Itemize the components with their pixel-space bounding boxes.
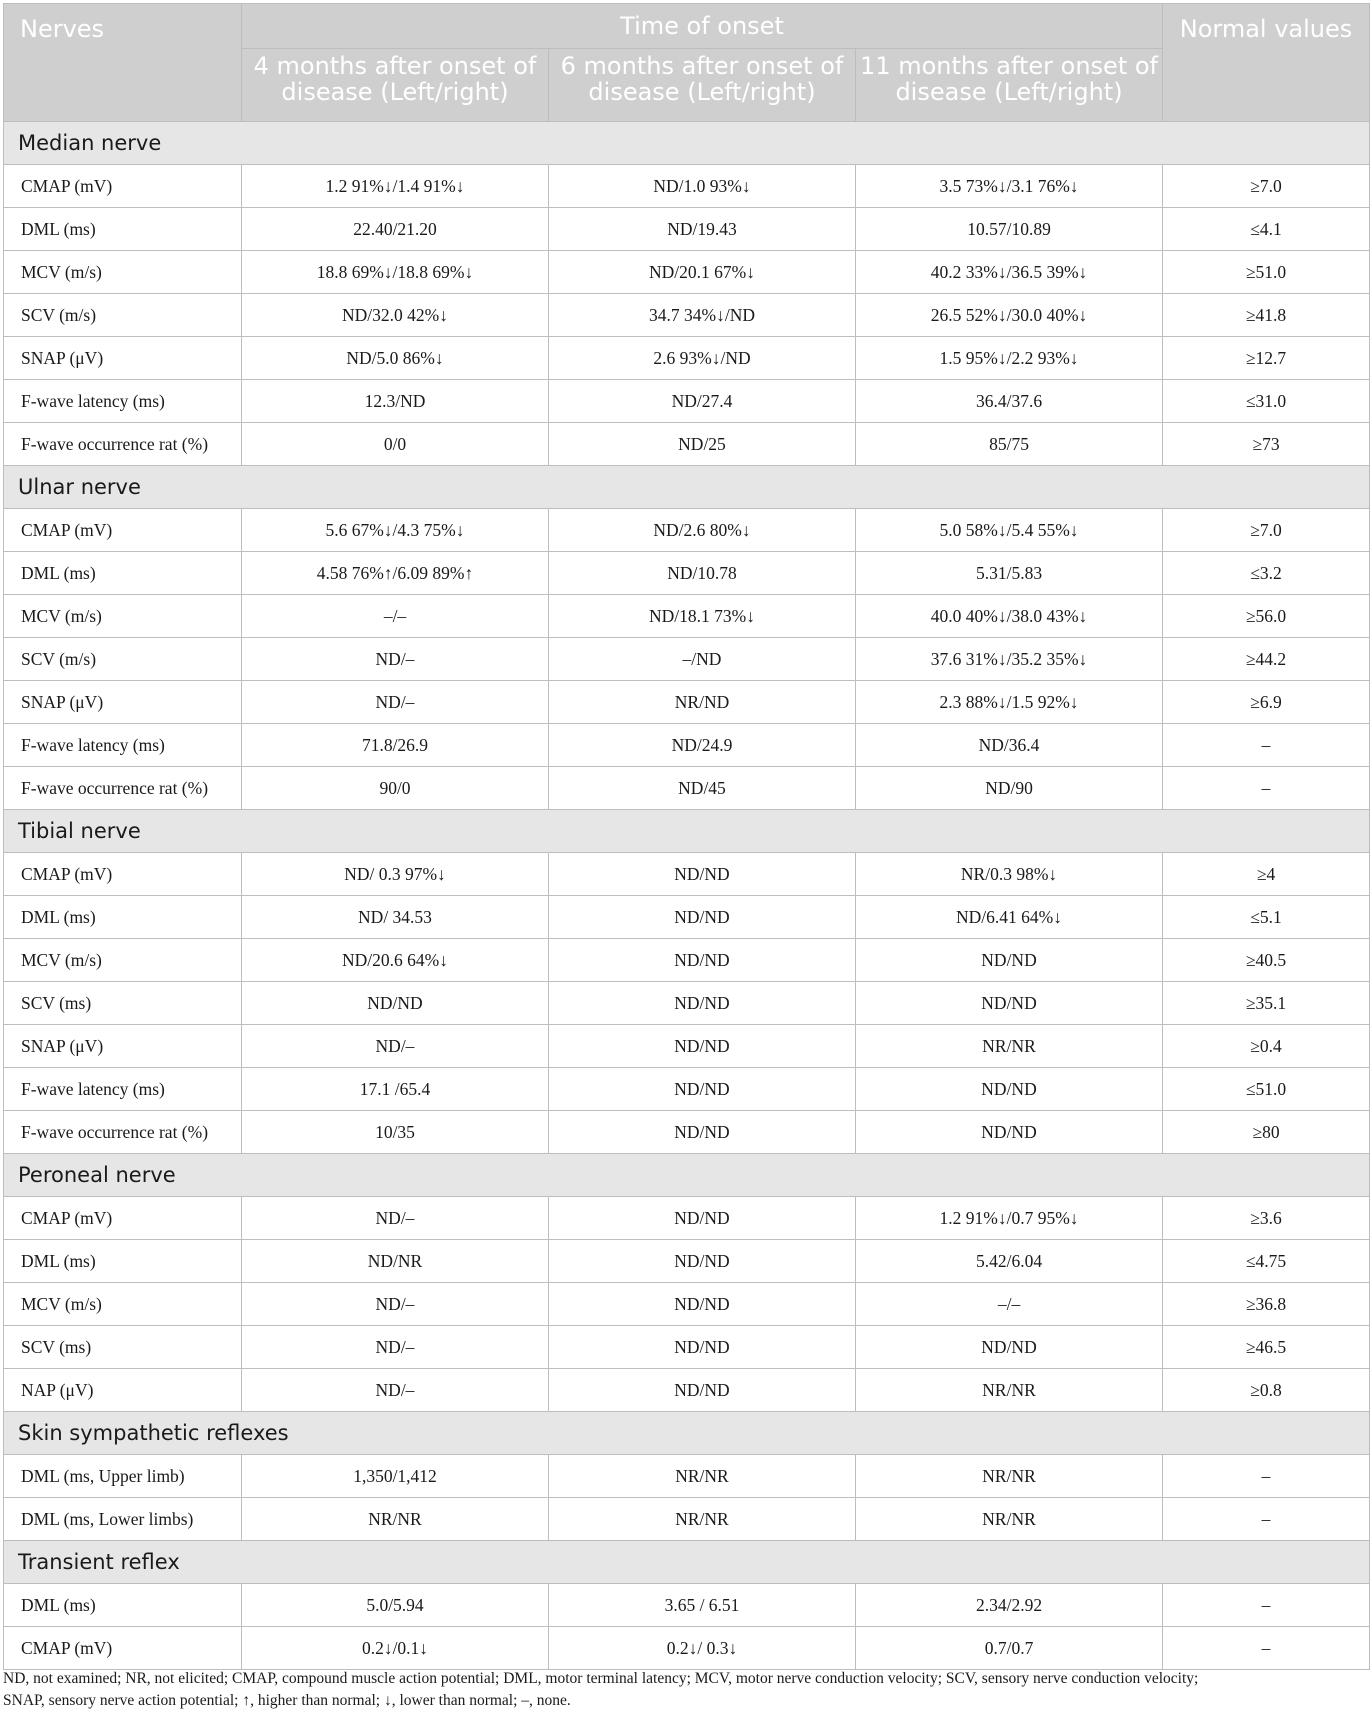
parameter-cell: SCV (m/s) xyxy=(4,638,242,681)
table-row xyxy=(4,294,1370,337)
normal-value-cell: – xyxy=(1163,1584,1370,1627)
table-row xyxy=(4,939,1370,982)
table-row xyxy=(4,767,1370,810)
value-6-months-cell: 3.65 / 6.51 xyxy=(549,1584,856,1627)
table-header xyxy=(4,4,1370,122)
table-row xyxy=(4,1068,1370,1111)
value-11-months-cell: ND/ND xyxy=(856,1111,1163,1154)
table-row xyxy=(4,1627,1370,1670)
value-6-months-cell: ND/ND xyxy=(549,1068,856,1111)
value-6-months-cell: ND/ND xyxy=(549,1111,856,1154)
value-6-months-cell: ND/ND xyxy=(549,853,856,896)
value-11-months-cell: ND/ND xyxy=(856,1068,1163,1111)
value-11-months-cell: NR/NR xyxy=(856,1498,1163,1541)
table-row xyxy=(4,1111,1370,1154)
table-row xyxy=(4,681,1370,724)
value-4-months-cell: 90/0 xyxy=(242,767,549,810)
value-11-months-cell: 37.6 31%↓/35.2 35%↓ xyxy=(856,638,1163,681)
table-footnote xyxy=(3,1668,1371,1712)
value-4-months-cell: 0.2↓/0.1↓ xyxy=(242,1627,549,1670)
value-4-months-cell: NR/NR xyxy=(242,1498,549,1541)
normal-value-cell: ≥51.0 xyxy=(1163,251,1370,294)
normal-value-cell: ≥80 xyxy=(1163,1111,1370,1154)
parameter-cell: CMAP (mV) xyxy=(4,1627,242,1670)
normal-value-cell: ≥44.2 xyxy=(1163,638,1370,681)
footnote-line-1: ND, not examined; NR, not elicited; CMAP, compound muscle action potential; DML, motor terminal latency; MCV, motor nerve conduction velocity; SCV, sensory nerve conduction velocity; xyxy=(3,1670,1199,1687)
table-row xyxy=(4,509,1370,552)
parameter-cell: SNAP (μV) xyxy=(4,337,242,380)
value-4-months-cell: ND/NR xyxy=(242,1240,549,1283)
value-6-months-cell: NR/NR xyxy=(549,1498,856,1541)
header-nerves: Nerves xyxy=(4,4,242,122)
normal-value-cell: ≥4 xyxy=(1163,853,1370,896)
header-4-months: 4 months after onset of disease (Left/right) xyxy=(242,49,549,122)
table-row xyxy=(4,1025,1370,1068)
value-4-months-cell: ND/– xyxy=(242,1283,549,1326)
value-4-months-cell: 71.8/26.9 xyxy=(242,724,549,767)
value-11-months-cell: 5.31/5.83 xyxy=(856,552,1163,595)
value-6-months-cell: ND/25 xyxy=(549,423,856,466)
parameter-cell: DML (ms) xyxy=(4,1584,242,1627)
table-row xyxy=(4,552,1370,595)
value-11-months-cell: ND/90 xyxy=(856,767,1163,810)
table-row xyxy=(4,423,1370,466)
footnote-line-2: SNAP, sensory nerve action potential; ↑, higher than normal; ↓, lower than normal; –, none. xyxy=(3,1692,571,1709)
section-row xyxy=(4,122,1370,165)
value-11-months-cell: –/– xyxy=(856,1283,1163,1326)
table-row xyxy=(4,165,1370,208)
parameter-cell: MCV (m/s) xyxy=(4,251,242,294)
header-normal-values: Normal values xyxy=(1163,4,1370,122)
value-6-months-cell: NR/NR xyxy=(549,1455,856,1498)
parameter-cell: F-wave occurrence rat (%) xyxy=(4,1111,242,1154)
value-4-months-cell: 17.1 /65.4 xyxy=(242,1068,549,1111)
value-6-months-cell: ND/2.6 80%↓ xyxy=(549,509,856,552)
table-row xyxy=(4,251,1370,294)
value-11-months-cell: NR/0.3 98%↓ xyxy=(856,853,1163,896)
normal-value-cell: ≤31.0 xyxy=(1163,380,1370,423)
value-4-months-cell: ND/– xyxy=(242,638,549,681)
parameter-cell: F-wave occurrence rat (%) xyxy=(4,423,242,466)
normal-value-cell: ≥7.0 xyxy=(1163,509,1370,552)
value-4-months-cell: ND/– xyxy=(242,1369,549,1412)
value-6-months-cell: ND/19.43 xyxy=(549,208,856,251)
normal-value-cell: ≤3.2 xyxy=(1163,552,1370,595)
parameter-cell: F-wave latency (ms) xyxy=(4,724,242,767)
header-time-of-onset: Time of onset xyxy=(242,4,1163,49)
value-11-months-cell: 0.7/0.7 xyxy=(856,1627,1163,1670)
normal-value-cell: ≥6.9 xyxy=(1163,681,1370,724)
parameter-cell: CMAP (mV) xyxy=(4,1197,242,1240)
value-4-months-cell: ND/– xyxy=(242,1197,549,1240)
parameter-cell: DML (ms, Upper limb) xyxy=(4,1455,242,1498)
normal-value-cell: – xyxy=(1163,724,1370,767)
value-4-months-cell: 22.40/21.20 xyxy=(242,208,549,251)
value-6-months-cell: 0.2↓/ 0.3↓ xyxy=(549,1627,856,1670)
value-4-months-cell: ND/ 0.3 97%↓ xyxy=(242,853,549,896)
value-4-months-cell: ND/– xyxy=(242,1025,549,1068)
value-6-months-cell: NR/ND xyxy=(549,681,856,724)
value-11-months-cell: 2.34/2.92 xyxy=(856,1584,1163,1627)
parameter-cell: SCV (ms) xyxy=(4,1326,242,1369)
value-11-months-cell: 85/75 xyxy=(856,423,1163,466)
section-title: Median nerve xyxy=(4,122,1370,165)
table-row xyxy=(4,982,1370,1025)
header-6-months: 6 months after onset of disease (Left/right) xyxy=(549,49,856,122)
normal-value-cell: ≥0.8 xyxy=(1163,1369,1370,1412)
value-11-months-cell: 5.42/6.04 xyxy=(856,1240,1163,1283)
table-row xyxy=(4,1498,1370,1541)
value-11-months-cell: 1.2 91%↓/0.7 95%↓ xyxy=(856,1197,1163,1240)
table-row xyxy=(4,1283,1370,1326)
parameter-cell: SCV (ms) xyxy=(4,982,242,1025)
value-6-months-cell: ND/ND xyxy=(549,1326,856,1369)
value-11-months-cell: NR/NR xyxy=(856,1025,1163,1068)
value-4-months-cell: 5.0/5.94 xyxy=(242,1584,549,1627)
normal-value-cell: ≥36.8 xyxy=(1163,1283,1370,1326)
value-6-months-cell: ND/24.9 xyxy=(549,724,856,767)
table-row xyxy=(4,1197,1370,1240)
value-4-months-cell: 18.8 69%↓/18.8 69%↓ xyxy=(242,251,549,294)
section-row xyxy=(4,466,1370,509)
parameter-cell: CMAP (mV) xyxy=(4,509,242,552)
value-4-months-cell: ND/5.0 86%↓ xyxy=(242,337,549,380)
nerve-conduction-table xyxy=(3,3,1370,1670)
section-title: Tibial nerve xyxy=(4,810,1370,853)
parameter-cell: F-wave latency (ms) xyxy=(4,1068,242,1111)
nerve-conduction-table-container xyxy=(3,3,1369,1670)
table-row xyxy=(4,1369,1370,1412)
section-title: Skin sympathetic reflexes xyxy=(4,1412,1370,1455)
normal-value-cell: ≤4.75 xyxy=(1163,1240,1370,1283)
parameter-cell: DML (ms) xyxy=(4,552,242,595)
value-11-months-cell: 36.4/37.6 xyxy=(856,380,1163,423)
normal-value-cell: ≥35.1 xyxy=(1163,982,1370,1025)
value-4-months-cell: 4.58 76%↑/6.09 89%↑ xyxy=(242,552,549,595)
table-row xyxy=(4,1326,1370,1369)
value-11-months-cell: ND/36.4 xyxy=(856,724,1163,767)
parameter-cell: DML (ms) xyxy=(4,208,242,251)
section-row xyxy=(4,1412,1370,1455)
section-row xyxy=(4,810,1370,853)
value-11-months-cell: 3.5 73%↓/3.1 76%↓ xyxy=(856,165,1163,208)
parameter-cell: CMAP (mV) xyxy=(4,853,242,896)
normal-value-cell: ≥3.6 xyxy=(1163,1197,1370,1240)
value-6-months-cell: ND/ND xyxy=(549,982,856,1025)
value-6-months-cell: ND/1.0 93%↓ xyxy=(549,165,856,208)
value-4-months-cell: ND/20.6 64%↓ xyxy=(242,939,549,982)
normal-value-cell: ≤51.0 xyxy=(1163,1068,1370,1111)
value-11-months-cell: 1.5 95%↓/2.2 93%↓ xyxy=(856,337,1163,380)
value-6-months-cell: ND/27.4 xyxy=(549,380,856,423)
value-6-months-cell: –/ND xyxy=(549,638,856,681)
parameter-cell: F-wave occurrence rat (%) xyxy=(4,767,242,810)
normal-value-cell: – xyxy=(1163,1498,1370,1541)
section-row xyxy=(4,1154,1370,1197)
value-6-months-cell: ND/ND xyxy=(549,1025,856,1068)
section-title: Transient reflex xyxy=(4,1541,1370,1584)
table-row xyxy=(4,724,1370,767)
table-row xyxy=(4,595,1370,638)
value-11-months-cell: 40.2 33%↓/36.5 39%↓ xyxy=(856,251,1163,294)
table-row xyxy=(4,337,1370,380)
value-4-months-cell: ND/ND xyxy=(242,982,549,1025)
parameter-cell: MCV (m/s) xyxy=(4,595,242,638)
value-11-months-cell: ND/ND xyxy=(856,982,1163,1025)
value-4-months-cell: 1.2 91%↓/1.4 91%↓ xyxy=(242,165,549,208)
value-6-months-cell: 34.7 34%↓/ND xyxy=(549,294,856,337)
table-row xyxy=(4,1240,1370,1283)
value-6-months-cell: ND/ND xyxy=(549,1369,856,1412)
value-4-months-cell: 1,350/1,412 xyxy=(242,1455,549,1498)
parameter-cell: SNAP (μV) xyxy=(4,681,242,724)
value-6-months-cell: ND/18.1 73%↓ xyxy=(549,595,856,638)
parameter-cell: DML (ms) xyxy=(4,896,242,939)
value-4-months-cell: ND/– xyxy=(242,681,549,724)
value-4-months-cell: 0/0 xyxy=(242,423,549,466)
table-row xyxy=(4,1584,1370,1627)
value-11-months-cell: 26.5 52%↓/30.0 40%↓ xyxy=(856,294,1163,337)
table-row xyxy=(4,853,1370,896)
value-6-months-cell: ND/ND xyxy=(549,1283,856,1326)
table-row xyxy=(4,208,1370,251)
value-6-months-cell: ND/10.78 xyxy=(549,552,856,595)
value-11-months-cell: 2.3 88%↓/1.5 92%↓ xyxy=(856,681,1163,724)
parameter-cell: MCV (m/s) xyxy=(4,1283,242,1326)
normal-value-cell: – xyxy=(1163,1455,1370,1498)
normal-value-cell: ≥73 xyxy=(1163,423,1370,466)
parameter-cell: MCV (m/s) xyxy=(4,939,242,982)
value-11-months-cell: ND/6.41 64%↓ xyxy=(856,896,1163,939)
value-11-months-cell: 40.0 40%↓/38.0 43%↓ xyxy=(856,595,1163,638)
value-6-months-cell: ND/ND xyxy=(549,896,856,939)
normal-value-cell: ≥7.0 xyxy=(1163,165,1370,208)
section-row xyxy=(4,1541,1370,1584)
normal-value-cell: – xyxy=(1163,1627,1370,1670)
parameter-cell: F-wave latency (ms) xyxy=(4,380,242,423)
normal-value-cell: ≥0.4 xyxy=(1163,1025,1370,1068)
normal-value-cell: ≤5.1 xyxy=(1163,896,1370,939)
value-11-months-cell: 5.0 58%↓/5.4 55%↓ xyxy=(856,509,1163,552)
table-row xyxy=(4,896,1370,939)
parameter-cell: DML (ms) xyxy=(4,1240,242,1283)
normal-value-cell: ≥40.5 xyxy=(1163,939,1370,982)
normal-value-cell: ≥41.8 xyxy=(1163,294,1370,337)
normal-value-cell: – xyxy=(1163,767,1370,810)
parameter-cell: DML (ms, Lower limbs) xyxy=(4,1498,242,1541)
value-4-months-cell: ND/ 34.53 xyxy=(242,896,549,939)
value-4-months-cell: –/– xyxy=(242,595,549,638)
value-6-months-cell: ND/ND xyxy=(549,1197,856,1240)
value-4-months-cell: ND/– xyxy=(242,1326,549,1369)
parameter-cell: NAP (μV) xyxy=(4,1369,242,1412)
value-11-months-cell: 10.57/10.89 xyxy=(856,208,1163,251)
normal-value-cell: ≤4.1 xyxy=(1163,208,1370,251)
parameter-cell: SNAP (μV) xyxy=(4,1025,242,1068)
value-6-months-cell: ND/20.1 67%↓ xyxy=(549,251,856,294)
value-6-months-cell: ND/ND xyxy=(549,1240,856,1283)
table-row xyxy=(4,380,1370,423)
value-4-months-cell: 10/35 xyxy=(242,1111,549,1154)
value-6-months-cell: ND/ND xyxy=(549,939,856,982)
parameter-cell: CMAP (mV) xyxy=(4,165,242,208)
header-11-months: 11 months after onset of disease (Left/right) xyxy=(856,49,1163,122)
value-11-months-cell: ND/ND xyxy=(856,1326,1163,1369)
value-11-months-cell: NR/NR xyxy=(856,1369,1163,1412)
normal-value-cell: ≥46.5 xyxy=(1163,1326,1370,1369)
value-4-months-cell: ND/32.0 42%↓ xyxy=(242,294,549,337)
value-6-months-cell: ND/45 xyxy=(549,767,856,810)
value-11-months-cell: ND/ND xyxy=(856,939,1163,982)
table-row xyxy=(4,1455,1370,1498)
normal-value-cell: ≥12.7 xyxy=(1163,337,1370,380)
table-row xyxy=(4,638,1370,681)
value-11-months-cell: NR/NR xyxy=(856,1455,1163,1498)
section-title: Ulnar nerve xyxy=(4,466,1370,509)
section-title: Peroneal nerve xyxy=(4,1154,1370,1197)
value-4-months-cell: 12.3/ND xyxy=(242,380,549,423)
normal-value-cell: ≥56.0 xyxy=(1163,595,1370,638)
parameter-cell: SCV (m/s) xyxy=(4,294,242,337)
table-body xyxy=(4,122,1370,1670)
value-4-months-cell: 5.6 67%↓/4.3 75%↓ xyxy=(242,509,549,552)
value-6-months-cell: 2.6 93%↓/ND xyxy=(549,337,856,380)
